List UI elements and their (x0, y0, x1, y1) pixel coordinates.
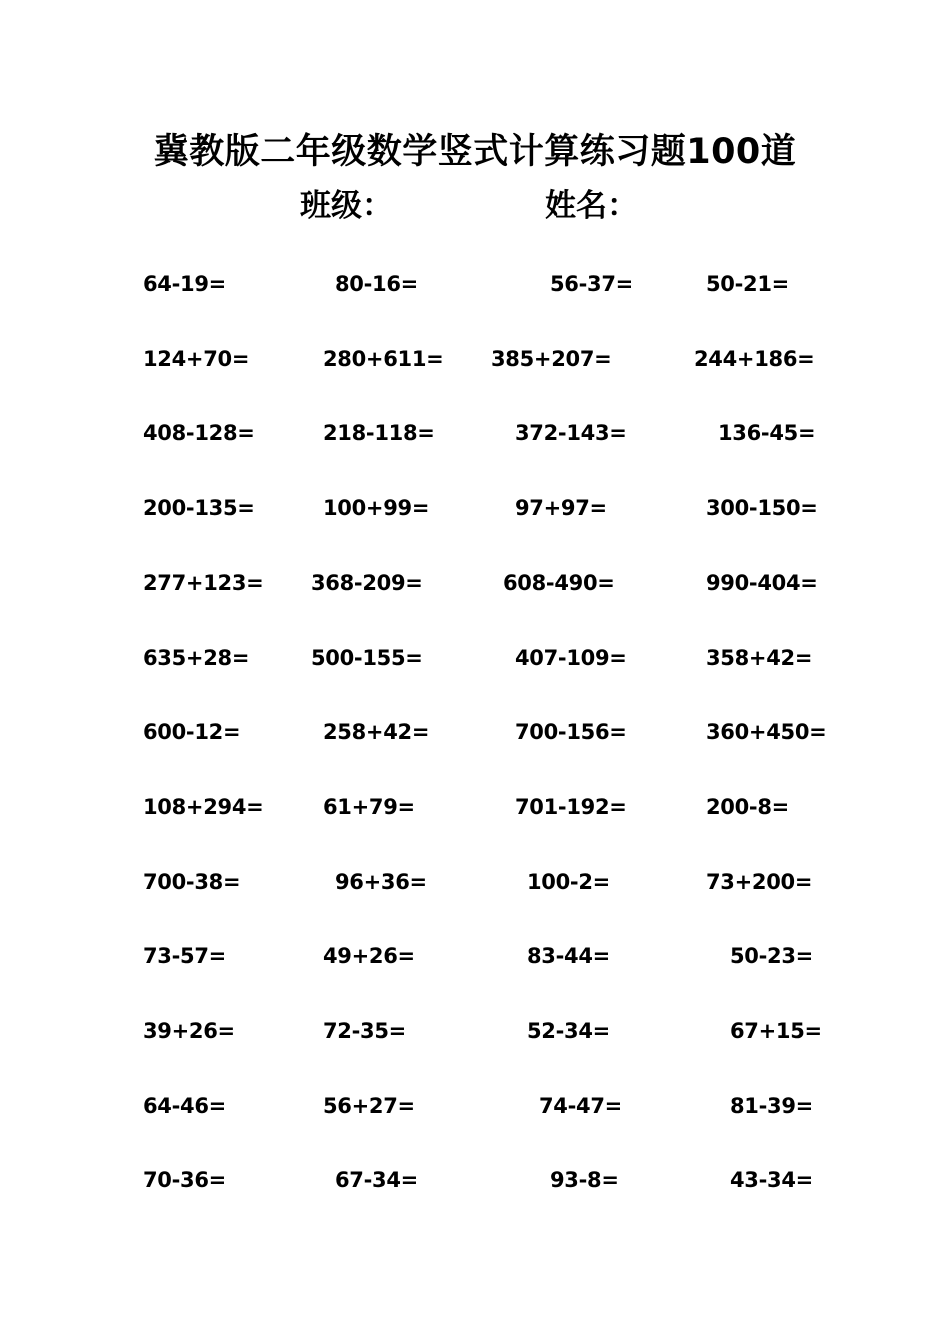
problem-item: 701-192= (515, 795, 627, 819)
problem-item: 360+450= (706, 720, 827, 744)
problem-item: 200-135= (143, 496, 255, 520)
problem-item: 700-156= (515, 720, 627, 744)
problem-item: 277+123= (143, 571, 264, 595)
problem-item: 43-34= (730, 1168, 813, 1192)
problem-item: 61+79= (323, 795, 415, 819)
worksheet-title: 冀教版二年级数学竖式计算练习题100道 (153, 132, 797, 172)
problem-item: 50-21= (706, 272, 789, 296)
problem-item: 70-36= (143, 1168, 226, 1192)
problem-item: 408-128= (143, 421, 255, 445)
problem-item: 600-12= (143, 720, 241, 744)
problem-item: 218-118= (323, 421, 435, 445)
problem-item: 67+15= (730, 1019, 822, 1043)
problem-item: 280+611= (323, 347, 444, 371)
problem-item: 990-404= (706, 571, 818, 595)
problem-item: 73+200= (706, 870, 813, 894)
problem-item: 407-109= (515, 646, 627, 670)
name-field-label: 姓名： (545, 188, 638, 224)
problem-item: 49+26= (323, 944, 415, 968)
problem-item: 64-46= (143, 1094, 226, 1118)
problem-item: 56+27= (323, 1094, 415, 1118)
problem-item: 136-45= (718, 421, 816, 445)
problem-item: 124+70= (143, 347, 250, 371)
problem-item: 97+97= (515, 496, 607, 520)
problem-item: 100+99= (323, 496, 430, 520)
problem-item: 108+294= (143, 795, 264, 819)
problem-item: 300-150= (706, 496, 818, 520)
problem-item: 200-8= (706, 795, 789, 819)
problem-item: 372-143= (515, 421, 627, 445)
problem-item: 96+36= (335, 870, 427, 894)
problem-item: 385+207= (491, 347, 612, 371)
problem-item: 244+186= (694, 347, 815, 371)
problem-item: 83-44= (527, 944, 610, 968)
problem-item: 100-2= (527, 870, 610, 894)
problem-item: 52-34= (527, 1019, 610, 1043)
problem-item: 258+42= (323, 720, 430, 744)
problem-item: 635+28= (143, 646, 250, 670)
problem-item: 64-19= (143, 272, 226, 296)
class-field-label: 班级： (300, 188, 393, 224)
problem-item: 67-34= (335, 1168, 418, 1192)
problem-item: 39+26= (143, 1019, 235, 1043)
problem-item: 93-8= (550, 1168, 619, 1192)
problem-item: 81-39= (730, 1094, 813, 1118)
problem-item: 50-23= (730, 944, 813, 968)
problem-item: 80-16= (335, 272, 418, 296)
problem-item: 56-37= (550, 272, 633, 296)
problem-item: 73-57= (143, 944, 226, 968)
problem-item: 368-209= (311, 571, 423, 595)
problem-item: 500-155= (311, 646, 423, 670)
problem-item: 358+42= (706, 646, 813, 670)
problem-item: 74-47= (539, 1094, 622, 1118)
problem-item: 608-490= (503, 571, 615, 595)
problem-item: 700-38= (143, 870, 241, 894)
problem-item: 72-35= (323, 1019, 406, 1043)
